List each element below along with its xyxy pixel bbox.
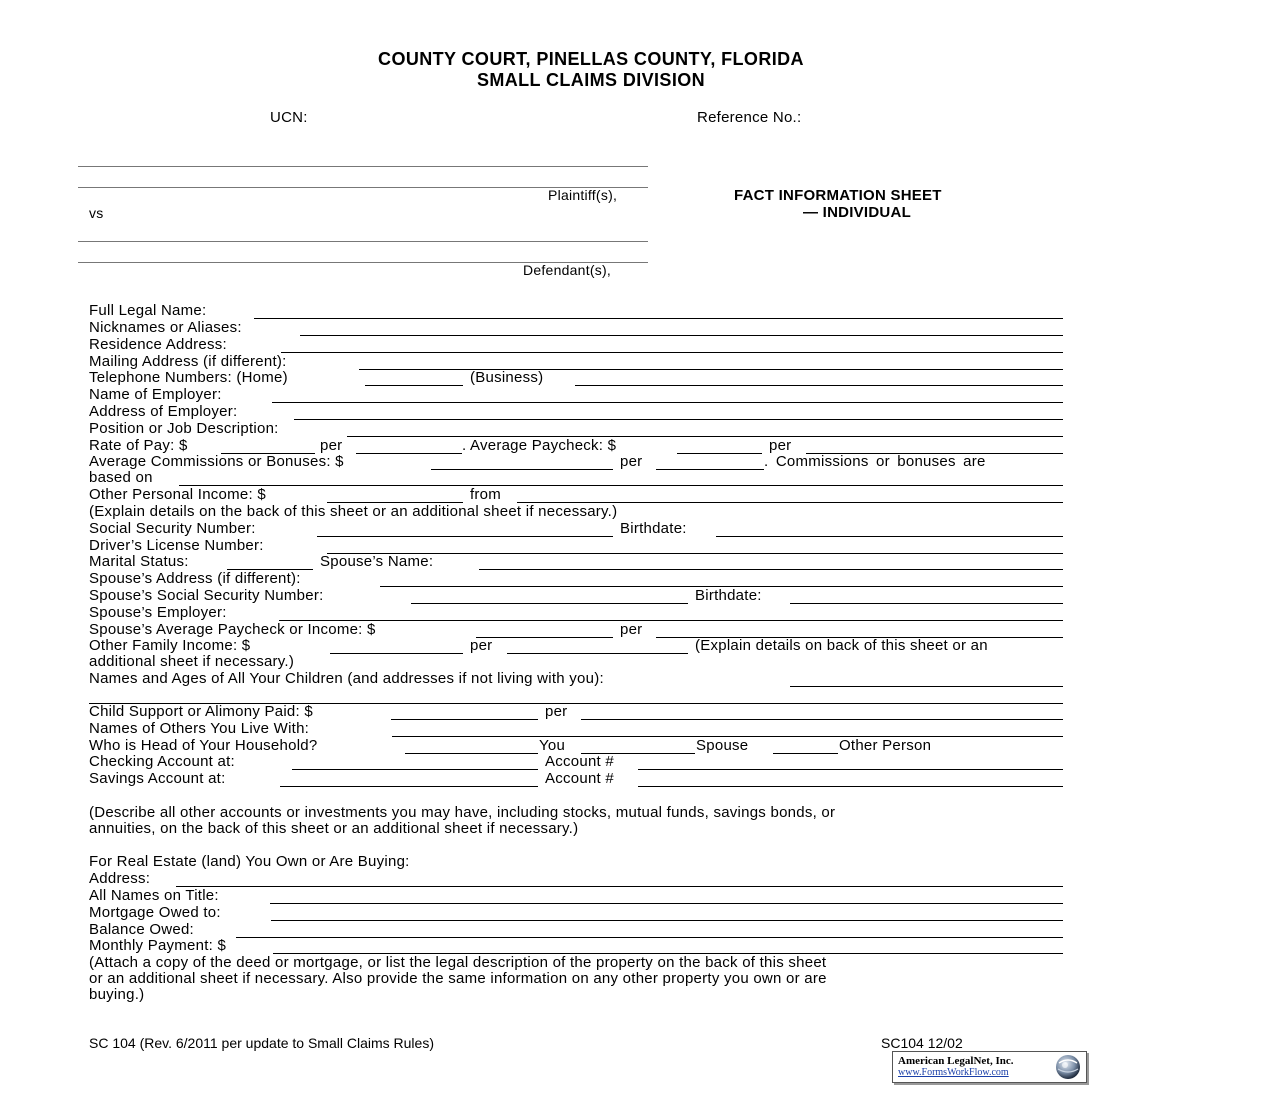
- head-other-label: Other Person: [839, 737, 932, 754]
- position-label: Position or Job Description:: [89, 420, 279, 437]
- publisher-logo[interactable]: [892, 1051, 1087, 1083]
- birthdate-label: Birthdate:: [620, 520, 687, 537]
- names-on-title-label: All Names on Title:: [89, 887, 219, 904]
- savings-bank-field[interactable]: [280, 786, 538, 787]
- birthdate-field[interactable]: [716, 536, 1063, 537]
- spouse-ssn-label: Spouse’s Social Security Number:: [89, 587, 324, 604]
- names-on-title-field[interactable]: [270, 903, 1063, 904]
- form-code: SC104 12/02: [881, 1035, 963, 1051]
- checking-bank-field[interactable]: [292, 769, 538, 770]
- nicknames-field[interactable]: [300, 335, 1063, 336]
- mailing-label: Mailing Address (if different):: [89, 353, 287, 370]
- defendant-line-1[interactable]: [78, 241, 648, 242]
- reference-label: Reference No.:: [697, 109, 802, 126]
- checking-account-field[interactable]: [638, 769, 1063, 770]
- head-you-label: You: [539, 737, 566, 754]
- drivers-license-field[interactable]: [327, 553, 1063, 554]
- defendant-label: Defendant(s),: [523, 262, 612, 278]
- paycheck-per-label: per: [769, 437, 792, 454]
- position-field[interactable]: [347, 436, 1063, 437]
- employer-address-label: Address of Employer:: [89, 403, 238, 420]
- family-income-period-field[interactable]: [507, 653, 688, 654]
- employer-address-field[interactable]: [294, 419, 1063, 420]
- business-phone-label: (Business): [470, 369, 544, 386]
- nicknames-label: Nicknames or Aliases:: [89, 319, 242, 336]
- home-phone-field[interactable]: [365, 385, 463, 386]
- child-support-label: Child Support or Alimony Paid: $: [89, 703, 313, 720]
- others-live-label: Names of Others You Live With:: [89, 720, 310, 737]
- explain-note: (Explain details on the back of this sheet or an additional sheet if necessary.): [89, 503, 618, 520]
- business-phone-field[interactable]: [575, 385, 1063, 386]
- commissions-period-field[interactable]: [656, 469, 764, 470]
- checking-account-label: Account #: [545, 753, 614, 770]
- residence-label: Residence Address:: [89, 336, 227, 353]
- child-support-period-field[interactable]: [581, 719, 1063, 720]
- spouse-address-label: Spouse’s Address (if different):: [89, 570, 301, 587]
- rate-of-pay-label: Rate of Pay: $: [89, 437, 188, 454]
- property-address-field[interactable]: [176, 886, 1063, 887]
- rate-per-label: per: [320, 437, 343, 454]
- sheet-title: FACT INFORMATION SHEET: [734, 187, 942, 204]
- spouse-name-label: Spouse’s Name:: [320, 553, 434, 570]
- other-family-income-field[interactable]: [330, 653, 463, 654]
- savings-account-field[interactable]: [638, 786, 1063, 787]
- full-legal-name-field[interactable]: [254, 318, 1063, 319]
- spouse-birthdate-label: Birthdate:: [695, 587, 762, 604]
- drivers-license-label: Driver’s License Number:: [89, 537, 264, 554]
- spouse-employer-label: Spouse’s Employer:: [89, 604, 227, 621]
- income-from-label: from: [470, 486, 501, 503]
- logo-url[interactable]: www.FormsWorkFlow.com: [898, 1067, 1009, 1078]
- ucn-label: UCN:: [270, 109, 308, 126]
- spouse-income-label: Spouse’s Average Paycheck or Income: $: [89, 621, 376, 638]
- head-household-label: Who is Head of Your Household?: [89, 737, 318, 754]
- marital-status-label: Marital Status:: [89, 553, 189, 570]
- logo-name: American LegalNet, Inc.: [898, 1055, 1014, 1067]
- spouse-employer-field[interactable]: [279, 620, 1063, 621]
- avg-commissions-field[interactable]: [431, 469, 613, 470]
- child-support-field[interactable]: [391, 719, 538, 720]
- globe-icon: [1054, 1053, 1082, 1081]
- commissions-per-label: per: [620, 453, 643, 470]
- property-address-label: Address:: [89, 870, 151, 887]
- spouse-ssn-field[interactable]: [411, 603, 688, 604]
- vs-label: vs: [89, 205, 104, 221]
- head-you-field[interactable]: [405, 753, 538, 754]
- telephone-label: Telephone Numbers: (Home): [89, 369, 288, 386]
- describe-note-line-1: (Describe all other accounts or investments you may have, including stocks, mutual funds, savings bonds, or: [89, 804, 836, 821]
- form-id: SC 104 (Rev. 6/2011 per update to Small Claims Rules): [89, 1035, 434, 1051]
- division-title: SMALL CLAIMS DIVISION: [476, 70, 706, 90]
- plaintiff-line-1[interactable]: [78, 166, 648, 167]
- rate-period-field[interactable]: [356, 453, 462, 454]
- children-label: Names and Ages of All Your Children (and addresses if not living with you):: [89, 670, 604, 687]
- based-on-label: based on: [89, 469, 153, 486]
- ssn-label: Social Security Number:: [89, 520, 256, 537]
- balance-owed-field[interactable]: [236, 937, 1063, 938]
- mortgage-owed-field[interactable]: [271, 920, 1063, 921]
- mailing-field[interactable]: [359, 369, 1063, 370]
- spouse-name-field[interactable]: [479, 569, 1063, 570]
- spouse-birthdate-field[interactable]: [790, 603, 1063, 604]
- employer-name-label: Name of Employer:: [89, 386, 222, 403]
- commissions-tail-label: . Commissions or bonuses are: [764, 453, 986, 470]
- residence-field[interactable]: [281, 352, 1063, 353]
- monthly-payment-label: Monthly Payment: $: [89, 937, 227, 954]
- based-on-field[interactable]: [179, 485, 1063, 486]
- real-estate-heading: For Real Estate (land) You Own or Are Buying:: [89, 853, 410, 870]
- ssn-field[interactable]: [317, 536, 613, 537]
- avg-paycheck-label: . Average Paycheck: $: [462, 437, 617, 454]
- court-title: COUNTY COURT, PINELLAS COUNTY, FLORIDA: [378, 49, 804, 69]
- full-legal-name-label: Full Legal Name:: [89, 302, 207, 319]
- spouse-income-per-label: per: [620, 621, 643, 638]
- savings-label: Savings Account at:: [89, 770, 226, 787]
- family-income-per-label: per: [470, 637, 493, 654]
- balance-owed-label: Balance Owed:: [89, 921, 194, 938]
- avg-paycheck-field[interactable]: [677, 453, 762, 454]
- attach-note-line-1: (Attach a copy of the deed or mortgage, or list the legal description of the property on the back of this sheet: [89, 954, 827, 971]
- child-support-per-label: per: [545, 703, 568, 720]
- children-field[interactable]: [790, 686, 1063, 687]
- checking-label: Checking Account at:: [89, 753, 235, 770]
- other-family-income-label: Other Family Income: $: [89, 637, 251, 654]
- attach-note-line-2: or an additional sheet if necessary. Also provide the same information on any other property you own or are: [89, 970, 827, 987]
- avg-commissions-label: Average Commissions or Bonuses: $: [89, 453, 344, 470]
- savings-account-label: Account #: [545, 770, 614, 787]
- attach-note-line-3: buying.): [89, 986, 145, 1003]
- employer-name-field[interactable]: [272, 402, 1063, 403]
- other-family-note-cont: additional sheet if necessary.): [89, 653, 295, 670]
- spouse-income-field[interactable]: [476, 637, 613, 638]
- other-personal-income-label: Other Personal Income: $: [89, 486, 266, 503]
- head-spouse-label: Spouse: [696, 737, 749, 754]
- plaintiff-label: Plaintiff(s),: [548, 187, 618, 203]
- sheet-subtitle: — INDIVIDUAL: [803, 204, 911, 221]
- describe-note-line-2: annuities, on the back of this sheet or an additional sheet if necessary.): [89, 820, 579, 837]
- head-other-field[interactable]: [773, 753, 838, 754]
- mortgage-owed-label: Mortgage Owed to:: [89, 904, 221, 921]
- other-family-note: (Explain details on back of this sheet or an: [695, 637, 988, 654]
